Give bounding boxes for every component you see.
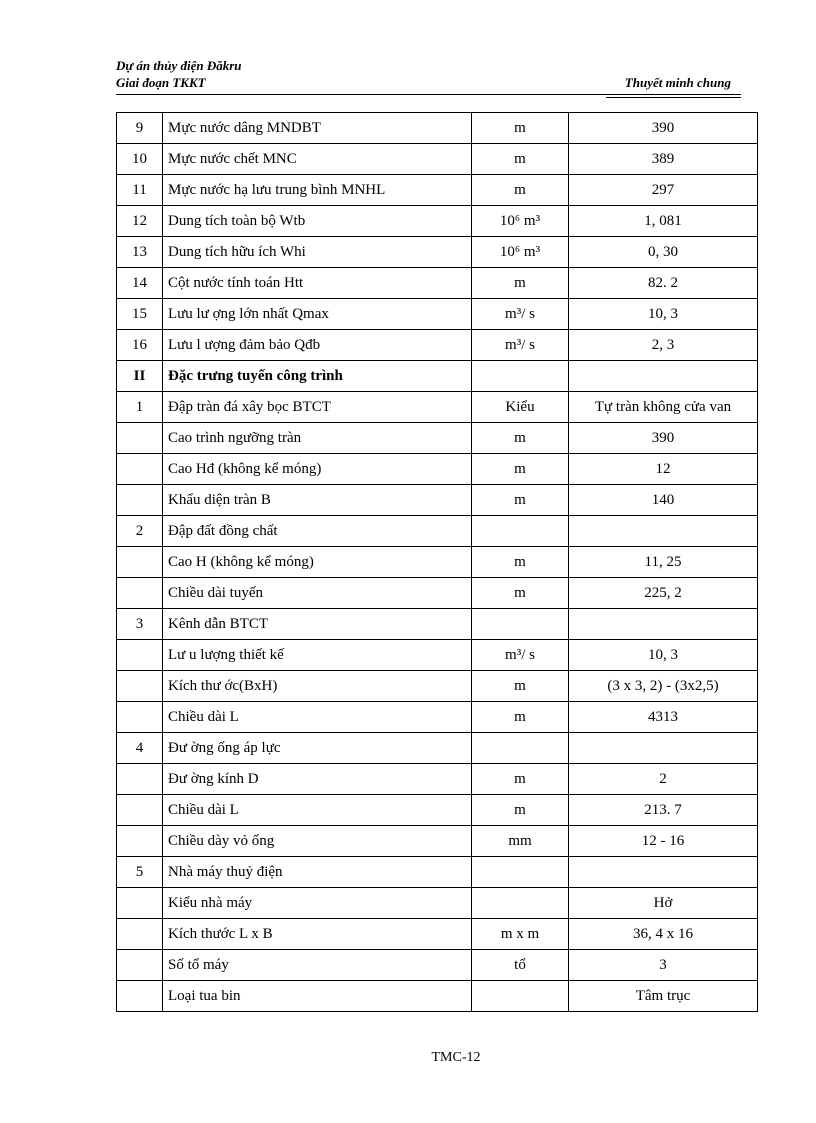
row-unit: m bbox=[472, 485, 569, 516]
table-row bbox=[117, 299, 758, 330]
row-value: 36, 4 x 16 bbox=[569, 919, 758, 950]
row-name: Mực nước hạ lưu trung bình MNHL bbox=[163, 175, 472, 206]
row-number bbox=[117, 888, 163, 919]
row-unit: m³/ s bbox=[472, 299, 569, 330]
table-row bbox=[117, 454, 758, 485]
table-row bbox=[117, 764, 758, 795]
page-number: TMC-12 bbox=[431, 1050, 481, 1065]
row-value: 12 - 16 bbox=[569, 826, 758, 857]
row-value: 11, 25 bbox=[569, 547, 758, 578]
row-unit bbox=[472, 888, 569, 919]
row-value: (3 x 3, 2) - (3x2,5) bbox=[569, 671, 758, 702]
row-name: Chiều dày vỏ ống bbox=[163, 826, 472, 857]
section-row bbox=[117, 361, 758, 392]
table-row bbox=[117, 547, 758, 578]
row-value: 82. 2 bbox=[569, 268, 758, 299]
row-number: 12 bbox=[117, 206, 163, 237]
table-row bbox=[117, 919, 758, 950]
row-unit: m bbox=[472, 144, 569, 175]
row-unit: m bbox=[472, 702, 569, 733]
table-row bbox=[117, 113, 758, 144]
row-value: Hở bbox=[569, 888, 758, 919]
row-name: Mực nước chết MNC bbox=[163, 144, 472, 175]
table-row bbox=[117, 330, 758, 361]
row-number: 9 bbox=[117, 113, 163, 144]
row-number: 5 bbox=[117, 857, 163, 888]
row-value: Tâm trục bbox=[569, 981, 758, 1012]
row-name: Kích thước L x B bbox=[163, 919, 472, 950]
row-unit: m bbox=[472, 671, 569, 702]
page-header bbox=[116, 58, 741, 95]
row-number bbox=[117, 919, 163, 950]
row-unit: m bbox=[472, 764, 569, 795]
row-name: Đặc trưng tuyến công trình bbox=[163, 361, 472, 392]
table-row bbox=[117, 578, 758, 609]
row-unit: m x m bbox=[472, 919, 569, 950]
row-value: 4313 bbox=[569, 702, 758, 733]
row-unit bbox=[472, 361, 569, 392]
row-number bbox=[117, 423, 163, 454]
row-value: 2, 3 bbox=[569, 330, 758, 361]
row-value: 225, 2 bbox=[569, 578, 758, 609]
table-row bbox=[117, 981, 758, 1012]
row-name: Kích thư ớc(BxH) bbox=[163, 671, 472, 702]
row-value bbox=[569, 361, 758, 392]
row-number bbox=[117, 547, 163, 578]
row-number: 13 bbox=[117, 237, 163, 268]
row-number bbox=[117, 485, 163, 516]
design-stage: Giai đoạn TKKT bbox=[116, 75, 206, 90]
row-name: Lưu l ượng đảm bảo Qđb bbox=[163, 330, 472, 361]
header-divider bbox=[606, 97, 741, 98]
table-row bbox=[117, 702, 758, 733]
table-row bbox=[117, 795, 758, 826]
row-name: Cao Hđ (không kể móng) bbox=[163, 454, 472, 485]
row-value: 2 bbox=[569, 764, 758, 795]
row-name: Chiều dài tuyến bbox=[163, 578, 472, 609]
table-row bbox=[117, 206, 758, 237]
row-value: Tự tràn không cửa van bbox=[569, 392, 758, 423]
row-unit: tổ bbox=[472, 950, 569, 981]
row-value: 10, 3 bbox=[569, 640, 758, 671]
row-name: Kênh dẫn BTCT bbox=[163, 609, 472, 640]
row-name: Chiều dài L bbox=[163, 795, 472, 826]
row-name: Khẩu diện tràn B bbox=[163, 485, 472, 516]
table-row bbox=[117, 671, 758, 702]
row-name: Loại tua bin bbox=[163, 981, 472, 1012]
table-row bbox=[117, 857, 758, 888]
row-value: 297 bbox=[569, 175, 758, 206]
row-unit: 10⁶ m³ bbox=[472, 206, 569, 237]
row-unit: m bbox=[472, 268, 569, 299]
row-value: 12 bbox=[569, 454, 758, 485]
row-unit: m bbox=[472, 454, 569, 485]
row-name: Lưu lư ợng lớn nhất Qmax bbox=[163, 299, 472, 330]
row-number: II bbox=[117, 361, 163, 392]
row-name: Mực nước dâng MNDBT bbox=[163, 113, 472, 144]
row-number bbox=[117, 950, 163, 981]
row-number: 3 bbox=[117, 609, 163, 640]
table-row bbox=[117, 175, 758, 206]
row-unit bbox=[472, 857, 569, 888]
row-number: 4 bbox=[117, 733, 163, 764]
table-row bbox=[117, 144, 758, 175]
row-value bbox=[569, 733, 758, 764]
row-number bbox=[117, 578, 163, 609]
row-name: Kiểu nhà máy bbox=[163, 888, 472, 919]
row-name: Đập tràn đá xây bọc BTCT bbox=[163, 392, 472, 423]
row-name: Nhà máy thuỷ điện bbox=[163, 857, 472, 888]
row-number bbox=[117, 795, 163, 826]
spec-table-body bbox=[117, 113, 758, 1012]
row-name: Đập đất đồng chất bbox=[163, 516, 472, 547]
row-unit: m³/ s bbox=[472, 330, 569, 361]
table-row bbox=[117, 950, 758, 981]
row-value: 1, 081 bbox=[569, 206, 758, 237]
table-row bbox=[117, 733, 758, 764]
row-number bbox=[117, 640, 163, 671]
table-row bbox=[117, 392, 758, 423]
row-unit: m bbox=[472, 578, 569, 609]
row-value: 389 bbox=[569, 144, 758, 175]
row-number: 15 bbox=[117, 299, 163, 330]
row-name: Lư u lượng thiết kế bbox=[163, 640, 472, 671]
table-row bbox=[117, 237, 758, 268]
row-number bbox=[117, 826, 163, 857]
row-number: 11 bbox=[117, 175, 163, 206]
row-number: 16 bbox=[117, 330, 163, 361]
row-name: Cột nước tính toán Htt bbox=[163, 268, 472, 299]
table-row bbox=[117, 640, 758, 671]
row-unit: m³/ s bbox=[472, 640, 569, 671]
row-value: 140 bbox=[569, 485, 758, 516]
row-number bbox=[117, 702, 163, 733]
table-row bbox=[117, 516, 758, 547]
row-name: Cao H (không kể móng) bbox=[163, 547, 472, 578]
row-unit: m bbox=[472, 547, 569, 578]
table-row bbox=[117, 609, 758, 640]
row-number: 2 bbox=[117, 516, 163, 547]
row-name: Cao trình ngưỡng tràn bbox=[163, 423, 472, 454]
table-row bbox=[117, 888, 758, 919]
row-unit bbox=[472, 516, 569, 547]
row-unit bbox=[472, 733, 569, 764]
table-row bbox=[117, 423, 758, 454]
row-value: 213. 7 bbox=[569, 795, 758, 826]
row-number: 10 bbox=[117, 144, 163, 175]
row-number bbox=[117, 671, 163, 702]
row-value: 390 bbox=[569, 113, 758, 144]
row-name: Dung tích toàn bộ Wtb bbox=[163, 206, 472, 237]
row-value: 3 bbox=[569, 950, 758, 981]
row-unit: m bbox=[472, 175, 569, 206]
row-unit: m bbox=[472, 113, 569, 144]
row-value bbox=[569, 857, 758, 888]
row-unit: mm bbox=[472, 826, 569, 857]
row-number: 14 bbox=[117, 268, 163, 299]
row-number: 1 bbox=[117, 392, 163, 423]
row-number bbox=[117, 981, 163, 1012]
row-value: 0, 30 bbox=[569, 237, 758, 268]
row-value: 10, 3 bbox=[569, 299, 758, 330]
table-row bbox=[117, 485, 758, 516]
row-value: 390 bbox=[569, 423, 758, 454]
row-unit bbox=[472, 609, 569, 640]
row-name: Dung tích hữu ích Whi bbox=[163, 237, 472, 268]
row-value bbox=[569, 609, 758, 640]
table-row bbox=[117, 268, 758, 299]
row-unit: 10⁶ m³ bbox=[472, 237, 569, 268]
row-unit: m bbox=[472, 423, 569, 454]
document-type: Thuyết minh chung bbox=[624, 75, 731, 90]
row-name: Đư ờng kính D bbox=[163, 764, 472, 795]
row-name: Đư ờng ống áp lực bbox=[163, 733, 472, 764]
row-unit: m bbox=[472, 795, 569, 826]
row-unit: Kiểu bbox=[472, 392, 569, 423]
row-unit bbox=[472, 981, 569, 1012]
row-name: Chiều dài L bbox=[163, 702, 472, 733]
row-name: Số tổ máy bbox=[163, 950, 472, 981]
spec-table bbox=[116, 112, 758, 1012]
row-number bbox=[117, 454, 163, 485]
project-name: Dự án thủy điện Đăkru bbox=[116, 58, 242, 73]
table-row bbox=[117, 826, 758, 857]
row-number bbox=[117, 764, 163, 795]
row-value bbox=[569, 516, 758, 547]
